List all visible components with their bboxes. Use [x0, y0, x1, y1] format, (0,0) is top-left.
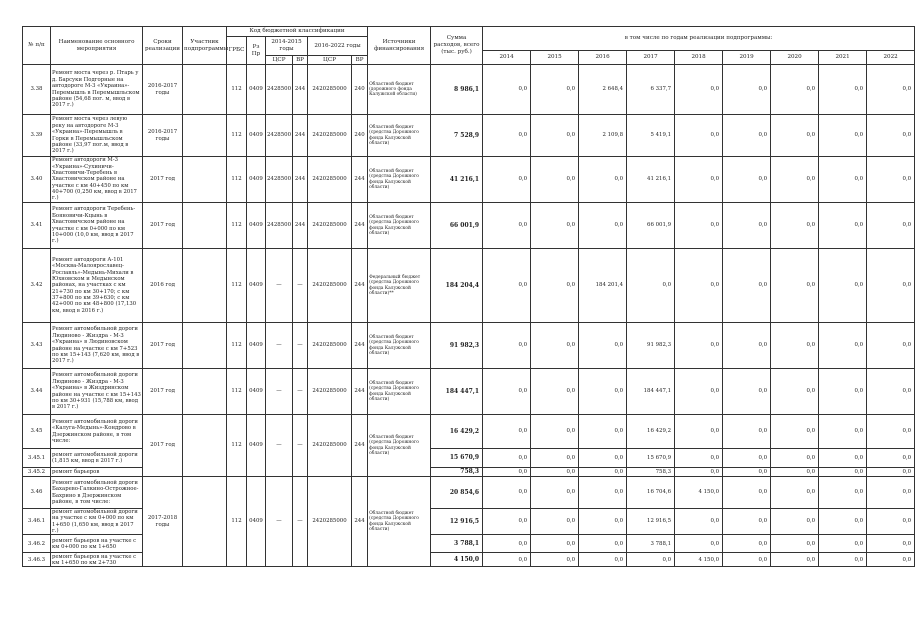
rzpr-cell: 0409	[247, 369, 266, 415]
row-number-cell: 3.46.1	[23, 509, 51, 535]
col-header-csr-2016: ЦСР	[308, 56, 352, 65]
year-value-cell: 0,0	[483, 115, 531, 157]
year-value-cell: 0,0	[723, 553, 771, 567]
year-value-cell: 0,0	[627, 249, 675, 323]
grbs-cell: 112	[227, 203, 247, 249]
period-cell: 2017 год	[143, 157, 183, 203]
col-header-year: 2022	[867, 51, 915, 65]
year-value-cell: 0,0	[819, 369, 867, 415]
year-value-cell: 0,0	[723, 65, 771, 115]
vr-2016-cell: 244	[352, 323, 368, 369]
grbs-cell: 112	[227, 477, 247, 567]
year-value-cell: 0,0	[483, 323, 531, 369]
year-value-cell: 0,0	[531, 535, 579, 553]
year-value-cell: 0,0	[723, 468, 771, 477]
participant-cell	[183, 323, 227, 369]
total-sum-cell: 12 916,5	[431, 509, 483, 535]
vr-2016-cell: 244	[352, 157, 368, 203]
year-value-cell: 0,0	[867, 553, 915, 567]
col-header-period: Сроки реализации	[143, 27, 183, 65]
measure-name-cell: ремонт барьеров на участке с км 0+000 по км 1+650	[51, 535, 143, 553]
row-number-cell: 3.45.2	[23, 468, 51, 477]
period-cell: 2017 год	[143, 203, 183, 249]
col-header-year: 2018	[675, 51, 723, 65]
year-value-cell: 0,0	[771, 468, 819, 477]
year-value-cell: 0,0	[483, 369, 531, 415]
year-value-cell: 2 109,8	[579, 115, 627, 157]
csr-2016-cell: 2420285000	[308, 203, 352, 249]
measure-name-cell: ремонт автомобильной дороги (1,815 км, ввод в 2017 г.)	[51, 449, 143, 468]
total-sum-cell: 184 447,1	[431, 369, 483, 415]
year-value-cell: 0,0	[675, 157, 723, 203]
vr-2016-cell: 240	[352, 115, 368, 157]
row-number-cell: 3.45.1	[23, 449, 51, 468]
table-row	[23, 65, 915, 115]
program-table	[22, 26, 915, 567]
measure-name-cell: Ремонт автомобильной дороги Людиново - Жиздра - М-3 «Украина» в Людиновском районе на участке с км 7+523 по км 15+143 (7,620 км, ввод в 2017 г.)	[51, 323, 143, 369]
col-header-year: 2015	[531, 51, 579, 65]
csr-2016-cell: 2420285000	[308, 323, 352, 369]
vr-2016-cell: 244	[352, 477, 368, 567]
year-value-cell: 0,0	[867, 323, 915, 369]
vr-2016-cell: 240	[352, 65, 368, 115]
year-value-cell: 4 150,0	[675, 477, 723, 509]
year-value-cell: 0,0	[675, 249, 723, 323]
measure-name-cell: Ремонт автомобильной дороги Бахарево-Галкино-Острожное-Бахрино в Дзержинском районе, в том числе:	[51, 477, 143, 509]
col-header-year: 2014	[483, 51, 531, 65]
total-sum-cell: 4 150,0	[431, 553, 483, 567]
year-value-cell: 0,0	[771, 449, 819, 468]
year-value-cell: 0,0	[867, 477, 915, 509]
grbs-cell: 112	[227, 323, 247, 369]
participant-cell	[183, 369, 227, 415]
col-header-year: 2016	[579, 51, 627, 65]
year-value-cell: 66 001,9	[627, 203, 675, 249]
table-row	[23, 323, 915, 369]
year-value-cell: 0,0	[483, 65, 531, 115]
year-value-cell: 4 150,0	[675, 553, 723, 567]
csr-2014-cell: —	[266, 323, 293, 369]
vr-2016-cell: 244	[352, 249, 368, 323]
year-value-cell: 0,0	[531, 203, 579, 249]
vr-2014-cell: 244	[293, 203, 308, 249]
year-value-cell: 0,0	[483, 449, 531, 468]
year-value-cell: 0,0	[483, 535, 531, 553]
funding-source-cell: Областной бюджет (средства Дорожного фонда Калужской области)	[368, 157, 431, 203]
period-cell: 2017-2018 годы	[143, 477, 183, 567]
total-sum-cell: 7 528,9	[431, 115, 483, 157]
total-sum-cell: 66 001,9	[431, 203, 483, 249]
year-value-cell: 0,0	[867, 509, 915, 535]
year-value-cell: 0,0	[483, 157, 531, 203]
year-value-cell: 0,0	[579, 468, 627, 477]
year-value-cell: 2 648,4	[579, 65, 627, 115]
grbs-cell: 112	[227, 415, 247, 477]
year-value-cell: 0,0	[675, 369, 723, 415]
vr-2014-cell: —	[293, 415, 308, 477]
col-header-csr-2014: ЦСР	[266, 56, 293, 65]
year-value-cell: 0,0	[579, 323, 627, 369]
year-value-cell: 0,0	[771, 535, 819, 553]
col-header-budget-class: Код бюджетной классификации	[227, 27, 368, 37]
period-cell: 2017 год	[143, 415, 183, 477]
table-row	[23, 203, 915, 249]
participant-cell	[183, 157, 227, 203]
rzpr-cell: 0409	[247, 157, 266, 203]
csr-2016-cell: 2420285000	[308, 369, 352, 415]
year-value-cell: 0,0	[531, 157, 579, 203]
row-number-cell: 3.43	[23, 323, 51, 369]
year-value-cell: 0,0	[819, 509, 867, 535]
year-value-cell: 0,0	[675, 535, 723, 553]
year-value-cell: 0,0	[819, 157, 867, 203]
col-header-vr-2016: ВР	[352, 56, 368, 65]
year-value-cell: 0,0	[771, 157, 819, 203]
year-value-cell: 0,0	[579, 553, 627, 567]
year-value-cell: 0,0	[819, 415, 867, 449]
year-value-cell: 0,0	[867, 157, 915, 203]
year-value-cell: 0,0	[483, 249, 531, 323]
vr-2014-cell: —	[293, 249, 308, 323]
csr-2014-cell: —	[266, 249, 293, 323]
year-value-cell: 12 916,5	[627, 509, 675, 535]
row-number-cell: 3.39	[23, 115, 51, 157]
year-value-cell: 0,0	[819, 323, 867, 369]
total-sum-cell: 758,3	[431, 468, 483, 477]
year-value-cell: 16 704,6	[627, 477, 675, 509]
year-value-cell: 0,0	[531, 65, 579, 115]
year-value-cell: 0,0	[675, 509, 723, 535]
vr-2014-cell: 244	[293, 65, 308, 115]
measure-name-cell: Ремонт автодороги М-3 «Украина»-Сухиничи-Хвастовичи-Теребень в Хвастовичском районе на участке с км 40+450 по км 40+700 (0,250 км, ввод в 2017 г.)	[51, 157, 143, 203]
total-sum-cell: 16 429,2	[431, 415, 483, 449]
year-value-cell: 0,0	[723, 509, 771, 535]
funding-source-cell: Областной бюджет (средства Дорожного фонда Калужской области)	[368, 477, 431, 567]
csr-2014-cell: 2428500	[266, 65, 293, 115]
csr-2016-cell: 2420285000	[308, 415, 352, 477]
participant-cell	[183, 203, 227, 249]
vr-2016-cell: 244	[352, 369, 368, 415]
csr-2014-cell: —	[266, 477, 293, 567]
vr-2014-cell: 244	[293, 157, 308, 203]
year-value-cell: 0,0	[771, 509, 819, 535]
vr-2014-cell: —	[293, 323, 308, 369]
total-sum-cell: 91 982,3	[431, 323, 483, 369]
year-value-cell: 0,0	[723, 535, 771, 553]
year-value-cell: 0,0	[483, 415, 531, 449]
vr-2014-cell: 244	[293, 115, 308, 157]
year-value-cell: 0,0	[531, 249, 579, 323]
row-number-cell: 3.40	[23, 157, 51, 203]
col-header-sum: Сумма расходов, всего (тыс. руб.)	[431, 27, 483, 65]
year-value-cell: 0,0	[723, 369, 771, 415]
year-value-cell: 0,0	[723, 415, 771, 449]
year-value-cell: 0,0	[819, 65, 867, 115]
year-value-cell: 0,0	[531, 477, 579, 509]
row-number-cell: 3.41	[23, 203, 51, 249]
table-row	[23, 115, 915, 157]
csr-2014-cell: 2428500	[266, 157, 293, 203]
total-sum-cell: 8 986,1	[431, 65, 483, 115]
col-header-source: Источники финансирования	[368, 27, 431, 65]
csr-2014-cell: —	[266, 369, 293, 415]
rzpr-cell: 0409	[247, 477, 266, 567]
vr-2016-cell: 244	[352, 415, 368, 477]
year-value-cell: 5 419,1	[627, 115, 675, 157]
period-cell: 2017 год	[143, 369, 183, 415]
year-value-cell: 758,3	[627, 468, 675, 477]
year-value-cell: 0,0	[771, 115, 819, 157]
year-value-cell: 0,0	[819, 203, 867, 249]
year-value-cell: 0,0	[579, 157, 627, 203]
funding-source-cell: Областной бюджет (средства Дорожного фонда Калужской области)	[368, 115, 431, 157]
year-value-cell: 0,0	[723, 249, 771, 323]
year-value-cell: 0,0	[723, 115, 771, 157]
col-header-grbs: ГРБС	[227, 37, 247, 65]
year-value-cell: 0,0	[867, 468, 915, 477]
year-value-cell: 0,0	[771, 553, 819, 567]
col-header-by-year: в том числе по годам реализации подпрограммы:	[483, 27, 915, 51]
year-value-cell: 0,0	[483, 203, 531, 249]
col-header-year: 2019	[723, 51, 771, 65]
year-value-cell: 0,0	[819, 249, 867, 323]
vr-2014-cell: —	[293, 477, 308, 567]
row-number-cell: 3.45	[23, 415, 51, 449]
year-value-cell: 184 201,4	[579, 249, 627, 323]
participant-cell	[183, 115, 227, 157]
total-sum-cell: 3 788,1	[431, 535, 483, 553]
total-sum-cell: 20 854,6	[431, 477, 483, 509]
funding-source-cell: Федеральный бюджет (средства Дорожного фонда Калужской области)**	[368, 249, 431, 323]
year-value-cell: 0,0	[531, 553, 579, 567]
participant-cell	[183, 249, 227, 323]
year-value-cell: 0,0	[675, 65, 723, 115]
measure-name-cell: Ремонт автодороги А-101 «Москва-Малоярославец-Рославль»-Медынь-Михали в Юхновском и Медынском районах, на участках с км 21+730 по км 30+170; с км 37+800 по км 39+630; с км 42+000 по км 48+800 (17,130 км, ввод в 2016 г.)	[51, 249, 143, 323]
grbs-cell: 112	[227, 249, 247, 323]
year-value-cell: 0,0	[723, 203, 771, 249]
rzpr-cell: 0409	[247, 323, 266, 369]
year-value-cell: 0,0	[483, 509, 531, 535]
col-header-year: 2021	[819, 51, 867, 65]
csr-2014-cell: 2428500	[266, 115, 293, 157]
year-value-cell: 0,0	[867, 115, 915, 157]
period-cell: 2016-2017 годы	[143, 65, 183, 115]
year-value-cell: 0,0	[723, 157, 771, 203]
year-value-cell: 0,0	[531, 115, 579, 157]
year-value-cell: 0,0	[675, 415, 723, 449]
col-header-2014-2015: 2014-2015 годы	[266, 37, 308, 56]
period-cell: 2017 год	[143, 323, 183, 369]
funding-source-cell: Областной бюджет (дорожного фонда Калужской области)	[368, 65, 431, 115]
participant-cell	[183, 415, 227, 477]
year-value-cell: 6 337,7	[627, 65, 675, 115]
year-value-cell: 0,0	[579, 369, 627, 415]
csr-2016-cell: 2420285000	[308, 65, 352, 115]
row-number-cell: 3.42	[23, 249, 51, 323]
grbs-cell: 112	[227, 157, 247, 203]
measure-name-cell: ремонт барьеров на участке с км 1+650 по км 2+730	[51, 553, 143, 567]
year-value-cell: 0,0	[531, 369, 579, 415]
rzpr-cell: 0409	[247, 249, 266, 323]
year-value-cell: 0,0	[579, 477, 627, 509]
year-value-cell: 0,0	[867, 203, 915, 249]
vr-2016-cell: 244	[352, 203, 368, 249]
measure-name-cell: Ремонт автомобильной дороги Людиново - Жиздра - М-3 «Украина» в Жиздринском районе на участке с км 15+143 по км 30+931 (15,788 км, ввод в 2017 г.)	[51, 369, 143, 415]
year-value-cell: 0,0	[579, 509, 627, 535]
vr-2014-cell: —	[293, 369, 308, 415]
year-value-cell: 16 429,2	[627, 415, 675, 449]
funding-source-cell: Областной бюджет (средства Дорожного фонда Калужской области)	[368, 203, 431, 249]
year-value-cell: 91 982,3	[627, 323, 675, 369]
year-value-cell: 0,0	[531, 468, 579, 477]
year-value-cell: 0,0	[627, 553, 675, 567]
total-sum-cell: 15 670,9	[431, 449, 483, 468]
year-value-cell: 0,0	[723, 323, 771, 369]
year-value-cell: 0,0	[531, 415, 579, 449]
csr-2016-cell: 2420285000	[308, 249, 352, 323]
total-sum-cell: 184 204,4	[431, 249, 483, 323]
table-row	[23, 477, 915, 509]
year-value-cell: 0,0	[771, 415, 819, 449]
year-value-cell: 0,0	[819, 477, 867, 509]
year-value-cell: 0,0	[867, 535, 915, 553]
program-table-sheet	[22, 26, 912, 567]
col-header-vr-2014: ВР	[293, 56, 308, 65]
csr-2016-cell: 2420285000	[308, 115, 352, 157]
row-number-cell: 3.46.3	[23, 553, 51, 567]
row-number-cell: 3.46.2	[23, 535, 51, 553]
csr-2016-cell: 2420285000	[308, 157, 352, 203]
year-value-cell: 0,0	[771, 203, 819, 249]
year-value-cell: 0,0	[771, 323, 819, 369]
grbs-cell: 112	[227, 369, 247, 415]
col-header-np: № п/п	[23, 27, 51, 65]
row-number-cell: 3.44	[23, 369, 51, 415]
rzpr-cell: 0409	[247, 65, 266, 115]
year-value-cell: 0,0	[771, 369, 819, 415]
csr-2016-cell: 2420285000	[308, 477, 352, 567]
year-value-cell: 0,0	[675, 115, 723, 157]
col-header-participant: Участник подпрограммы	[183, 27, 227, 65]
year-value-cell: 0,0	[867, 449, 915, 468]
col-header-year: 2017	[627, 51, 675, 65]
year-value-cell: 0,0	[579, 415, 627, 449]
col-header-name: Наименование основного мероприятия	[51, 27, 143, 65]
grbs-cell: 112	[227, 115, 247, 157]
col-header-rzpr: Рз Пр	[247, 37, 266, 65]
measure-name-cell: Ремонт автодороги Теребень-Бояновичи-Кцынь в Хвастовичском районе на участке с км 0+000 по км 10+000 (10,0 км, ввод в 2017 г.)	[51, 203, 143, 249]
year-value-cell: 15 670,9	[627, 449, 675, 468]
rzpr-cell: 0409	[247, 415, 266, 477]
year-value-cell: 184 447,1	[627, 369, 675, 415]
col-header-year: 2020	[771, 51, 819, 65]
measure-name-cell: ремонт барьеров	[51, 468, 143, 477]
col-header-2016-2022: 2016-2022 годы	[308, 37, 368, 56]
year-value-cell: 0,0	[483, 477, 531, 509]
program-table-body	[23, 65, 915, 567]
rzpr-cell: 0409	[247, 115, 266, 157]
grbs-cell: 112	[227, 65, 247, 115]
year-value-cell: 0,0	[867, 369, 915, 415]
row-number-cell: 3.46	[23, 477, 51, 509]
year-value-cell: 0,0	[867, 415, 915, 449]
table-row	[23, 369, 915, 415]
year-value-cell: 0,0	[771, 65, 819, 115]
year-value-cell: 3 788,1	[627, 535, 675, 553]
table-row	[23, 249, 915, 323]
year-value-cell: 0,0	[723, 477, 771, 509]
funding-source-cell: Областной бюджет (средства Дорожного фонда Калужской области)	[368, 323, 431, 369]
year-value-cell: 0,0	[819, 553, 867, 567]
year-value-cell: 0,0	[819, 449, 867, 468]
year-value-cell: 0,0	[675, 468, 723, 477]
table-row	[23, 157, 915, 203]
year-value-cell: 0,0	[579, 449, 627, 468]
csr-2014-cell: 2428500	[266, 203, 293, 249]
measure-name-cell: Ремонт моста через р. Птарь у д. Барсуки Подгорные на автодороге М-3 «Украина»-Перемышль в Перемышльском районе (54,68 пог. м, ввод в 2017 г.)	[51, 65, 143, 115]
year-value-cell: 0,0	[771, 249, 819, 323]
year-value-cell: 0,0	[819, 115, 867, 157]
measure-name-cell: Ремонт автомобильной дороги «Калуга-Медынь»-Кондрово в Дзержинском районе, в том числе:	[51, 415, 143, 449]
participant-cell	[183, 65, 227, 115]
participant-cell	[183, 477, 227, 567]
table-row	[23, 415, 915, 449]
csr-2014-cell: —	[266, 415, 293, 477]
measure-name-cell: Ремонт моста через левую реку на автодороге М-3 «Украина»-Перемышль в Горки в Перемышльском районе (33,97 пог.м, ввод в 2017 г.)	[51, 115, 143, 157]
row-number-cell: 3.38	[23, 65, 51, 115]
year-value-cell: 0,0	[531, 449, 579, 468]
year-value-cell: 0,0	[579, 203, 627, 249]
measure-name-cell: ремонт автомобильной дороги на участке с км 0+000 по км 1+650 (1,650 км, ввод в 2017 г.)	[51, 509, 143, 535]
year-value-cell: 0,0	[819, 535, 867, 553]
year-value-cell: 0,0	[819, 468, 867, 477]
year-value-cell: 0,0	[483, 553, 531, 567]
year-value-cell: 0,0	[771, 477, 819, 509]
year-value-cell: 0,0	[723, 449, 771, 468]
year-value-cell: 0,0	[675, 323, 723, 369]
year-value-cell: 0,0	[483, 468, 531, 477]
year-value-cell: 0,0	[867, 65, 915, 115]
funding-source-cell: Областной бюджет (средства Дорожного фонда Калужской области)	[368, 369, 431, 415]
year-value-cell: 0,0	[531, 509, 579, 535]
year-value-cell: 0,0	[867, 249, 915, 323]
rzpr-cell: 0409	[247, 203, 266, 249]
period-cell: 2016-2017 годы	[143, 115, 183, 157]
total-sum-cell: 41 216,1	[431, 157, 483, 203]
funding-source-cell: Областной бюджет (средства Дорожного фонда Калужской области)	[368, 415, 431, 477]
year-value-cell: 0,0	[675, 203, 723, 249]
year-value-cell: 0,0	[675, 449, 723, 468]
period-cell: 2016 год	[143, 249, 183, 323]
year-value-cell: 0,0	[531, 323, 579, 369]
year-value-cell: 0,0	[579, 535, 627, 553]
year-value-cell: 41 216,1	[627, 157, 675, 203]
